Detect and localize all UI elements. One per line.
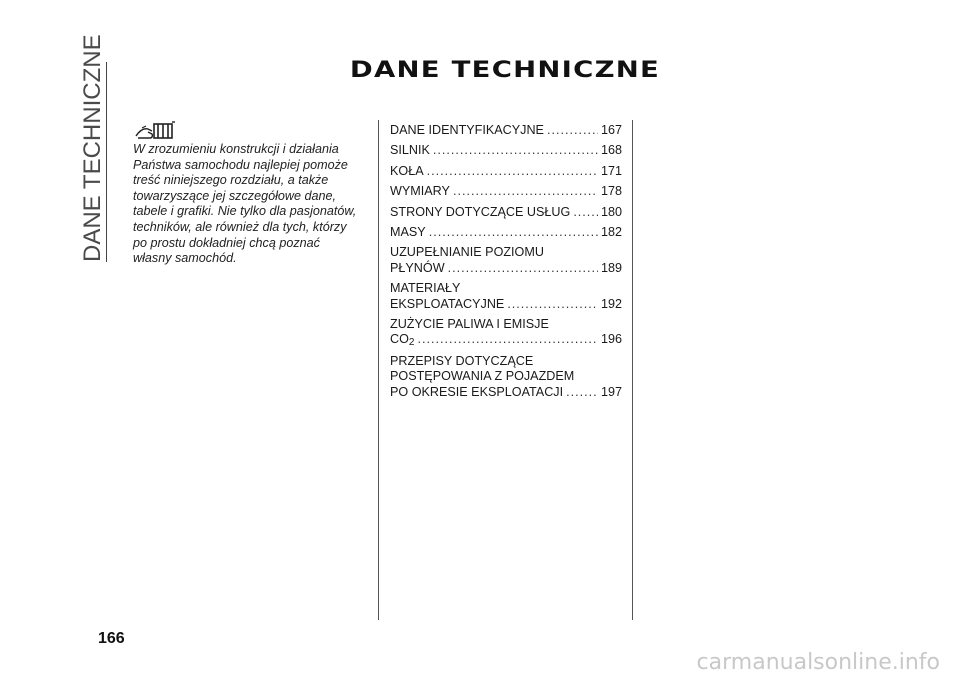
- toc-entry[interactable]: [390, 225, 622, 240]
- toc-page-number: 182: [600, 225, 622, 240]
- side-tab-divider: [106, 62, 107, 262]
- toc-entry-title: PRZEPISY DOTYCZĄCE: [390, 353, 534, 368]
- page-title: DANE TECHNICZNE: [349, 58, 661, 83]
- table-of-contents: [390, 123, 622, 405]
- toc-leader-dots: [573, 205, 598, 220]
- toc-leader-dots: [448, 261, 598, 276]
- side-chapter-tab: [78, 34, 108, 262]
- toc-entry-title: MASY: [390, 225, 426, 240]
- toc-entry-title: DANE IDENTYFIKACYJNE: [390, 123, 544, 137]
- toc-entry[interactable]: [390, 245, 622, 276]
- toc-entry-title: CO: [390, 332, 409, 347]
- toc-entry-title: SILNIK: [390, 143, 430, 158]
- toc-leader-dots: [547, 123, 598, 138]
- hand-book-icon: [134, 120, 178, 140]
- toc-entry[interactable]: [390, 184, 622, 199]
- page-number: 166: [98, 630, 125, 647]
- toc-leader-dots: [507, 297, 598, 312]
- toc-entry-title: UZUPEŁNIANIE POZIOMU: [390, 245, 544, 260]
- toc-leader-dots: [427, 164, 598, 179]
- toc-entry[interactable]: [390, 164, 622, 179]
- toc-page-number: 171: [600, 163, 622, 178]
- column-divider-right: [632, 120, 633, 620]
- toc-page-number: 197: [600, 384, 622, 399]
- toc-page-number: 196: [600, 332, 622, 347]
- toc-entry-subscript: 2: [408, 337, 415, 349]
- toc-leader-dots: [453, 184, 598, 199]
- toc-entry[interactable]: [390, 205, 622, 220]
- toc-entry-title: PŁYNÓW: [390, 260, 445, 275]
- toc-leader-dots: [433, 143, 598, 158]
- toc-entry-title: POSTĘPOWANIA Z POJAZDEM: [390, 369, 575, 384]
- toc-entry-title: PO OKRESIE EKSPLOATACJI: [390, 384, 564, 399]
- toc-entry[interactable]: [390, 317, 622, 349]
- chapter-intro-text: W zrozumieniu konstrukcji i działania Państwa samochodu najlepiej pomoże treść niniejszego rozdziału, a także towarzyszące jej szczegółowe dane, tabele i grafiki. Nie tylko dla pasjonatów, techników, ale również dla tych, którzy po prostu dokładniej chcą poznać własny samochód.: [133, 142, 357, 266]
- site-watermark: carmanualsonline.info: [696, 650, 940, 675]
- toc-page-number: 192: [600, 296, 622, 311]
- toc-entry[interactable]: [390, 123, 622, 138]
- toc-page-number: 180: [600, 204, 622, 219]
- toc-entry-title: MATERIAŁY: [390, 281, 461, 296]
- toc-entry-title: EKSPLOATACYJNE: [390, 296, 505, 311]
- toc-leader-dots: [417, 332, 598, 347]
- column-divider-left: [378, 120, 379, 620]
- toc-entry[interactable]: [390, 143, 622, 158]
- toc-page-number: 189: [600, 260, 622, 275]
- toc-entry-title: KOŁA: [390, 163, 424, 178]
- toc-entry-title: ZUŻYCIE PALIWA I EMISJE: [390, 317, 549, 332]
- toc-page-number: 168: [600, 143, 622, 158]
- toc-entry[interactable]: [390, 281, 622, 312]
- toc-entry[interactable]: [390, 354, 622, 400]
- toc-entry-title: STRONY DOTYCZĄCE USŁUG: [390, 204, 571, 219]
- toc-leader-dots: [429, 225, 598, 240]
- toc-page-number: 178: [600, 184, 622, 199]
- toc-page-number: 167: [600, 123, 622, 137]
- toc-entry-title: WYMIARY: [390, 184, 450, 199]
- side-chapter-label: DANE TECHNICZNE: [79, 34, 106, 262]
- toc-leader-dots: [566, 385, 598, 400]
